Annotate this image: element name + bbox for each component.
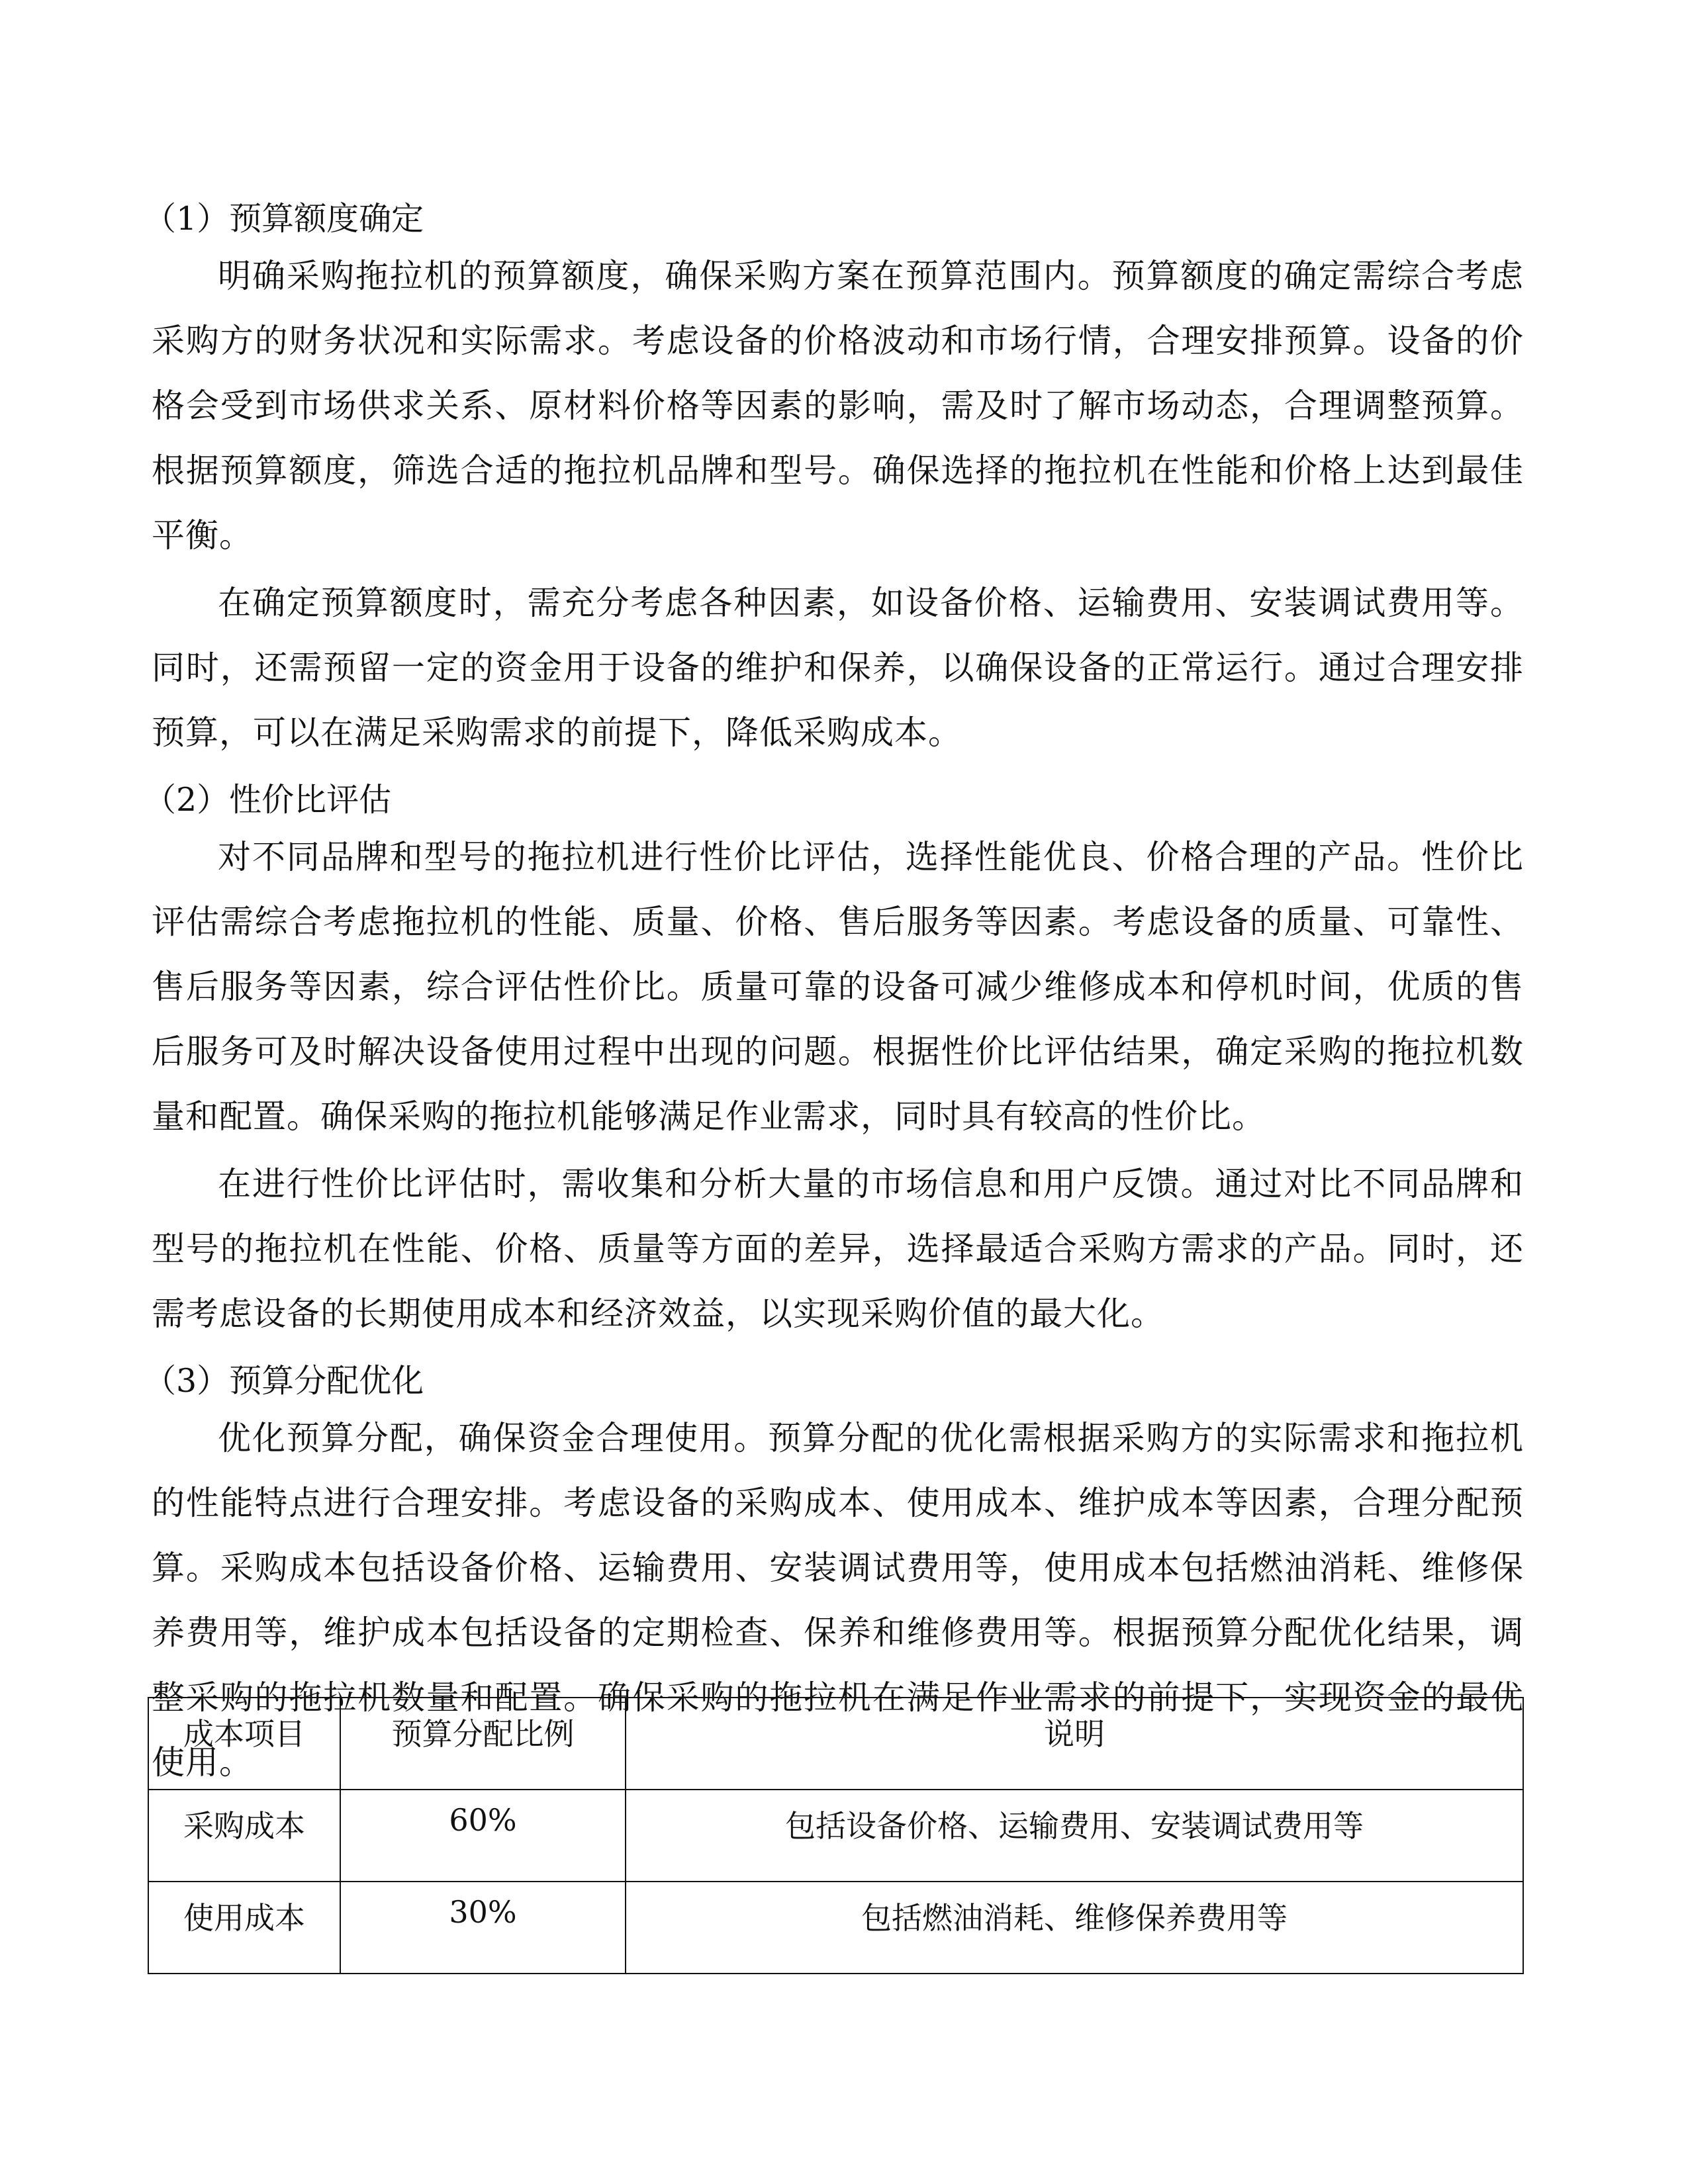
paragraph: 优化预算分配，确保资金合理使用。预算分配的优化需根据采购方的实际需求和拖拉机的性能特点进行合理安排。考虑设备的采购成本、使用成本、维护成本等因素，合理分配预算。采购成本包括设备价格、运输费用、安装调试费用等，使用成本包括燃油消耗、维修保养费用等，维护成本包括设备的定期检查、保养和维修费用等。根据预算分配优化结果，调整采购的拖拉机数量和配置。确保采购的拖拉机在满足作业需求的前提下，实现资金的最优使用。 (152, 1419, 1524, 1782)
paragraph: 对不同品牌和型号的拖拉机进行性价比评估，选择性能优良、价格合理的产品。性价比评估需综合考虑拖拉机的性能、质量、价格、售后服务等因素。考虑设备的质量、可靠性、售后服务等因素，综合评估性价比。质量可靠的设备可减少维修成本和停机时间，优质的售后服务可及时解决设备使用过程中出现的问题。根据性价比评估结果，确定采购的拖拉机数量和配置。确保采购的拖拉机能够满足作业需求，同时具有较高的性价比。 (152, 838, 1524, 1136)
section-heading: （1）预算额度确定 (144, 200, 424, 238)
budget-allocation-table (148, 1697, 1524, 1974)
table-row (148, 1882, 1523, 1974)
table-cell: 30% (340, 1882, 626, 1974)
table-cell: 使用成本 (148, 1882, 340, 1974)
section-heading: （2）性价比评估 (144, 781, 392, 819)
section-heading: （3）预算分配优化 (144, 1362, 424, 1400)
table-cell: 包括设备价格、运输费用、安装调试费用等 (626, 1790, 1523, 1882)
paragraph: 在确定预算额度时，需充分考虑各种因素，如设备价格、运输费用、安装调试费用等。同时，还需预留一定的资金用于设备的维护和保养，以确保设备的正常运行。通过合理安排预算，可以在满足采购需求的前提下，降低采购成本。 (152, 584, 1524, 752)
table-header-row (148, 1698, 1523, 1790)
table-header-cell: 成本项目 (148, 1698, 340, 1790)
table-cell: 采购成本 (148, 1790, 340, 1882)
paragraph: 在进行性价比评估时，需收集和分析大量的市场信息和用户反馈。通过对比不同品牌和型号的拖拉机在性能、价格、质量等方面的差异，选择最适合采购方需求的产品。同时，还需考虑设备的长期使用成本和经济效益，以实现采购价值的最大化。 (152, 1165, 1524, 1333)
paragraph: 明确采购拖拉机的预算额度，确保采购方案在预算范围内。预算额度的确定需综合考虑采购方的财务状况和实际需求。考虑设备的价格波动和市场行情，合理安排预算。设备的价格会受到市场供求关系、原材料价格等因素的影响，需及时了解市场动态，合理调整预算。根据预算额度，筛选合适的拖拉机品牌和型号。确保选择的拖拉机在性能和价格上达到最佳平衡。 (152, 257, 1524, 555)
document-body (144, 187, 1524, 1797)
table-header-cell: 预算分配比例 (340, 1698, 626, 1790)
table-row (148, 1790, 1523, 1882)
table-cell: 60% (340, 1790, 626, 1882)
table-header-cell: 说明 (626, 1698, 1523, 1790)
table-cell: 包括燃油消耗、维修保养费用等 (626, 1882, 1523, 1974)
